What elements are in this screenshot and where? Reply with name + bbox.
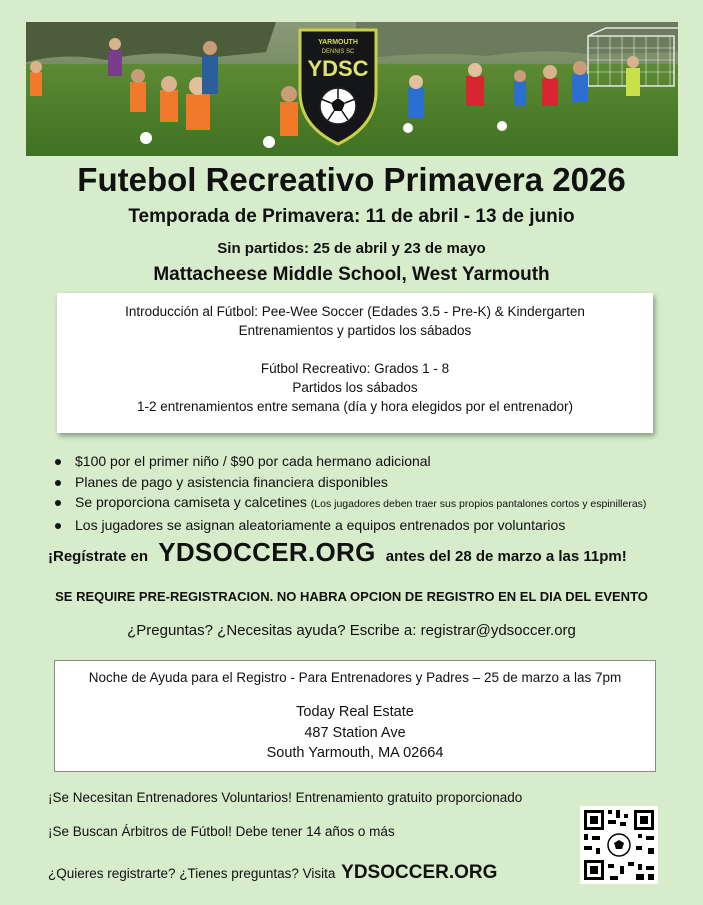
svg-text:YARMOUTH: YARMOUTH xyxy=(318,39,358,46)
rec-program-title: Fútbol Recreativo: Grados 1 - 8 xyxy=(260,361,450,376)
qr-code[interactable] xyxy=(580,806,658,884)
no-games-dates: Sin partidos: 25 de abril y 23 de mayo xyxy=(217,240,486,257)
fee-text: $100 por el primer niño / $90 por cada hermano adicional xyxy=(75,453,431,469)
svg-text:YDSC: YDSC xyxy=(307,56,369,81)
preregistration-notice: SE REQUIRE PRE-REGISTRACION. NO HABRA OPCION DE REGISTRO EN EL DIA DEL EVENTO xyxy=(55,589,648,604)
rec-program-practices: 1-2 entrenamientos entre semana (día y hora elegidos por el entrenador) xyxy=(136,399,573,414)
financial-aid-text: Planes de pago y asistencia financiera disponibles xyxy=(75,473,388,490)
list-item xyxy=(53,451,693,472)
location: Mattacheese Middle School, West Yarmouth xyxy=(153,264,550,285)
help-night-address xyxy=(55,702,655,764)
team-assignment-text: Los jugadores se asignan aleatoriamente a equipos entrenados por voluntarios xyxy=(75,516,566,533)
banner-photo xyxy=(26,22,678,156)
list-item xyxy=(53,472,693,493)
info-list xyxy=(53,451,693,535)
intro-program-title: Introducción al Fútbol: Pee-Wee Soccer (Edades 3.5 - Pre-K) & Kindergarten xyxy=(125,304,585,319)
register-prefix: ¡Regístrate en xyxy=(48,548,149,565)
programs-box xyxy=(57,293,653,433)
list-item xyxy=(53,515,693,536)
season-dates: Temporada de Primavera: 11 de abril - 13 de junio xyxy=(128,206,575,227)
register-link[interactable]: YDSOCCER.ORG xyxy=(158,537,376,567)
help-night-box xyxy=(54,660,656,772)
questions-contact: ¿Preguntas? ¿Necesitas ayuda? Escribe a: registrar@ydsoccer.org xyxy=(127,622,576,639)
intro-program-schedule: Entrenamientos y partidos los sábados xyxy=(238,323,472,338)
help-night-heading: Noche de Ayuda para el Registro - Para Entrenadores y Padres – 25 de marzo a las 7pm xyxy=(88,670,622,685)
visit-prefix: ¿Quieres registrarte? ¿Tienes preguntas? Visita xyxy=(48,866,336,881)
register-deadline: antes del 28 de marzo a las 11pm! xyxy=(385,548,627,565)
uniform-note: (Los jugadores deben traer sus propios pantalones cortos y espinilleras) xyxy=(310,498,647,510)
svg-text:DENNIS SC: DENNIS SC xyxy=(321,49,355,55)
visit-line xyxy=(48,862,497,884)
referees-needed: ¡Se Buscan Árbitros de Fútbol! Debe tener 14 años o más xyxy=(48,824,395,839)
visit-link[interactable]: YDSOCCER.ORG xyxy=(341,862,498,883)
venue-street: 487 Station Ave xyxy=(304,724,406,741)
venue-city: South Yarmouth, MA 02664 xyxy=(266,745,444,761)
register-line xyxy=(48,537,627,568)
list-item xyxy=(53,492,693,515)
uniform-text: Se proporciona camiseta y calcetines xyxy=(75,494,307,510)
coaches-needed: ¡Se Necesitan Entrenadores Voluntarios! Entrenamiento gratuito proporcionado xyxy=(48,790,523,805)
qr-code-icon xyxy=(580,806,658,884)
venue-name: Today Real Estate xyxy=(296,704,414,720)
page-title: Futebol Recreativo Primavera 2026 xyxy=(77,161,626,198)
rec-program-games: Partidos los sábados xyxy=(292,380,418,395)
